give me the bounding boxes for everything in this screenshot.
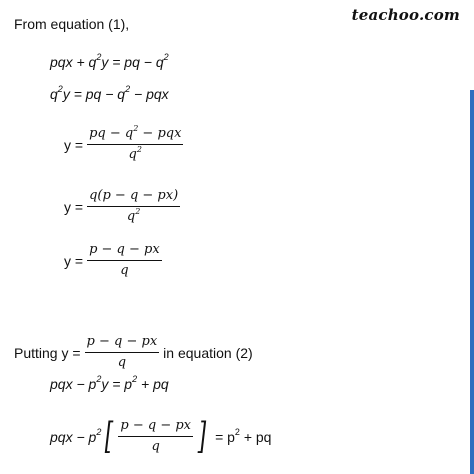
accent-bar <box>470 90 474 474</box>
equation-line-1: pqx + $q^2y$ = pq − $q^2$ <box>50 52 169 70</box>
equation-line-3: pqx − $p^2y = p^2$ + pq <box>50 374 169 392</box>
y-equals: y = <box>64 198 84 215</box>
right-bracket: ] <box>197 415 207 457</box>
fraction: $\frac{p - q - px}{q}$ <box>120 418 192 454</box>
putting-prefix: Putting y = <box>14 344 81 361</box>
fraction: $\frac{p - q - px}{q}$ <box>89 242 160 278</box>
logo: teachoo.com <box>351 6 460 24</box>
fraction: $\frac{pq - q^2 - pqx}{q^2}$ <box>89 123 182 162</box>
equation-fraction-1 <box>64 123 187 163</box>
fraction: $\frac{p - q - px}{q}$ <box>86 334 158 370</box>
y-equals: y = <box>64 252 84 269</box>
y-equals: y = <box>64 136 84 153</box>
putting-line <box>14 334 253 371</box>
putting-suffix: in equation (2) <box>163 344 253 361</box>
equation-fraction-3 <box>64 242 166 279</box>
equation-line-4: pqx − $p^2$ [ $\frac{p - q - px}{q}$ ] = $p^2$ + pq <box>50 415 272 457</box>
fraction: $\frac{q(p - q - px)}{q^2}$ <box>89 188 179 224</box>
equation-line-2: $q^2y$ = pq − $q^2$ − pqx <box>50 84 169 102</box>
left-bracket: [ <box>105 415 114 457</box>
equation-fraction-2 <box>64 188 184 225</box>
intro-text: From equation (1), <box>14 16 130 32</box>
